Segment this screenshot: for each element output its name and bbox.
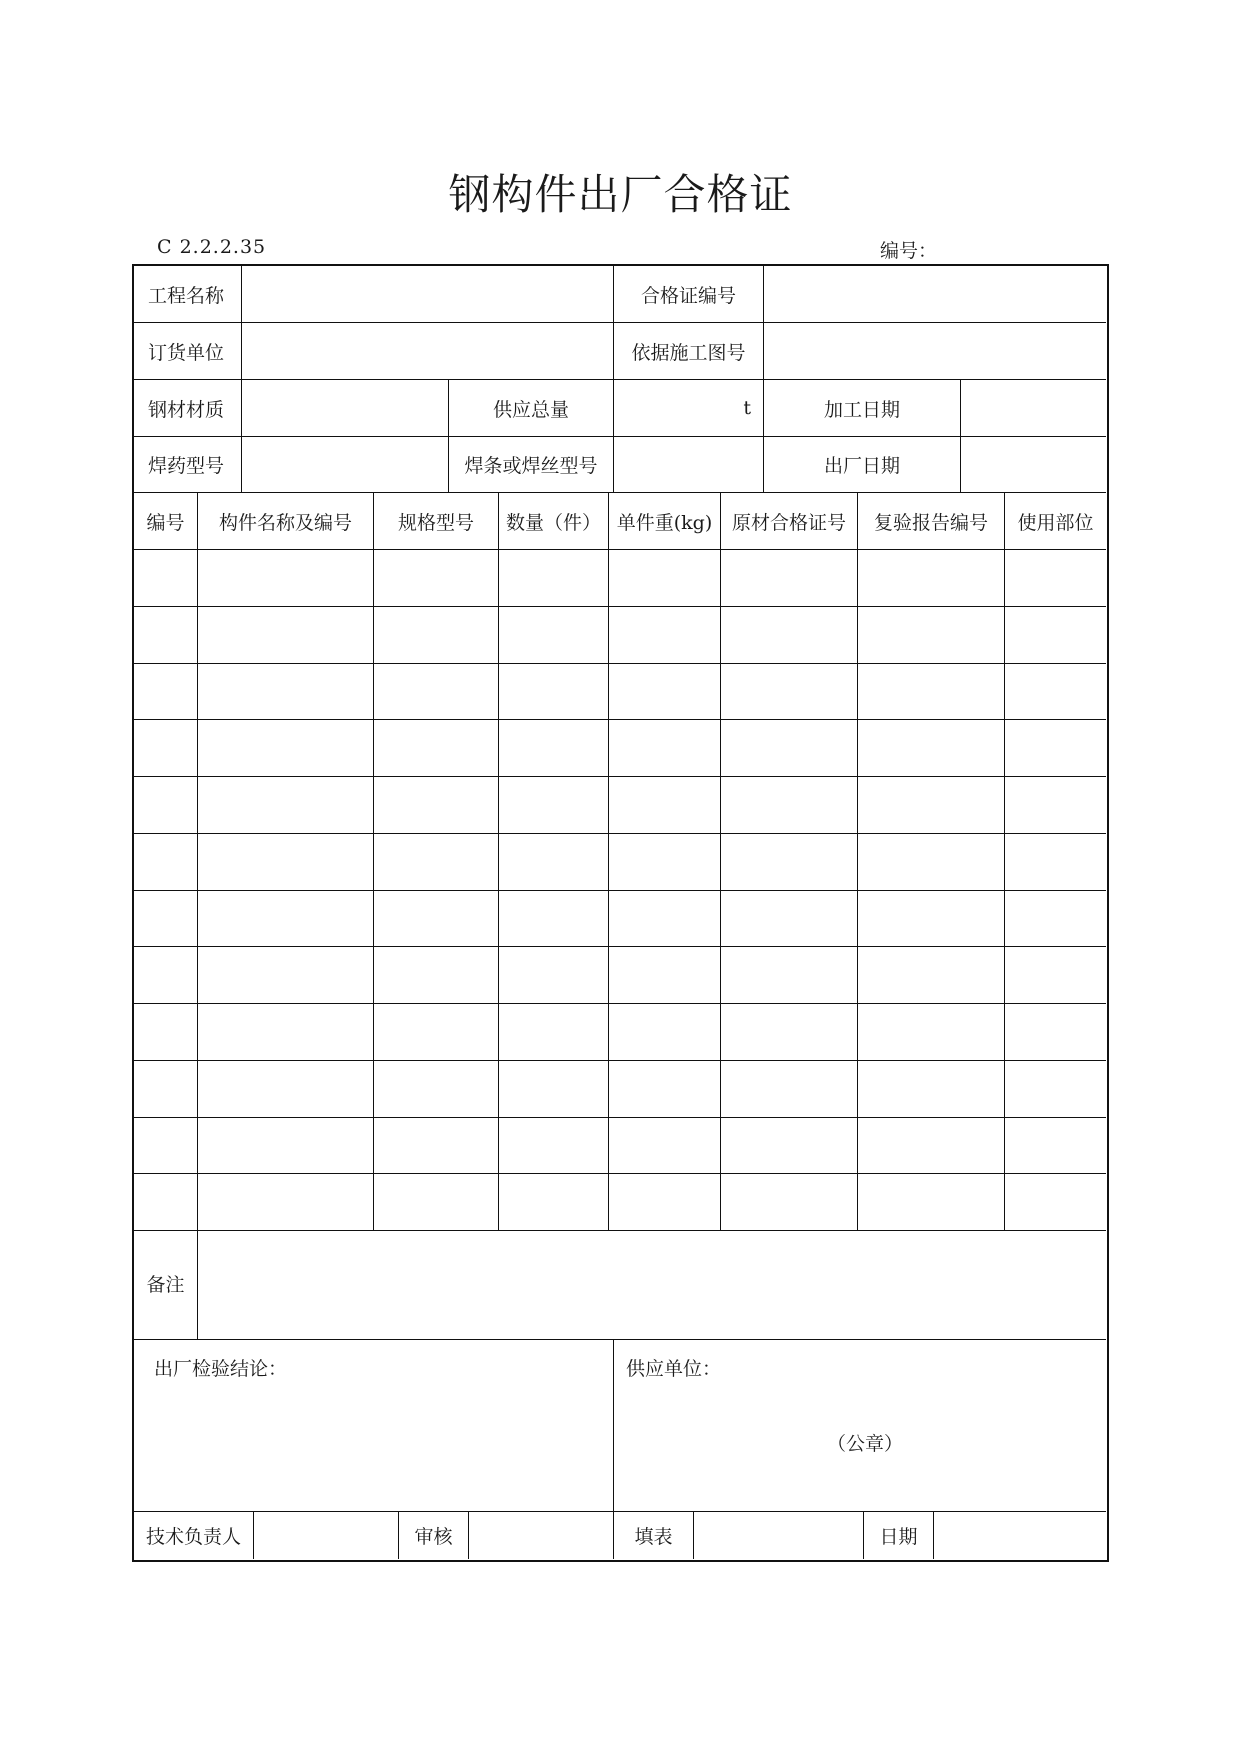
table-cell-unit-weight[interactable] [609,607,721,664]
header-material-cert-no: 原材合格证号 [721,493,858,550]
supplier-label: 供应单位： [626,1358,722,1380]
table-cell-spec-model[interactable] [374,1061,499,1118]
header-unit-weight: 单件重(kg) [609,493,721,550]
table-cell-no[interactable] [134,891,198,948]
table-cell-material-cert-no[interactable] [721,891,858,948]
table-cell-retest-report-no[interactable] [858,720,1005,777]
table-cell-no[interactable] [134,1004,198,1061]
table-cell-spec-model[interactable] [374,1118,499,1175]
header-no: 编号 [134,493,198,550]
project-name-field[interactable] [242,266,614,323]
table-cell-material-cert-no[interactable] [721,834,858,891]
table-cell-material-cert-no[interactable] [721,947,858,1004]
electrode-type-label: 焊条或焊丝型号 [449,437,614,493]
filled-by-label: 填表 [614,1512,694,1559]
table-cell-quantity[interactable] [499,891,609,948]
factory-date-label: 出厂日期 [764,437,961,493]
table-cell-component-name[interactable] [198,1061,374,1118]
table-cell-no[interactable] [134,720,198,777]
table-cell-component-name[interactable] [198,834,374,891]
table-cell-usage-location[interactable] [1005,720,1106,777]
flux-type-field[interactable] [242,437,449,493]
project-name-label: 工程名称 [134,266,242,323]
filled-by-field[interactable] [694,1512,864,1559]
table-cell-unit-weight[interactable] [609,550,721,607]
table-cell-spec-model[interactable] [374,891,499,948]
table-cell-spec-model[interactable] [374,777,499,834]
table-cell-quantity[interactable] [499,777,609,834]
table-cell-no[interactable] [134,607,198,664]
table-cell-material-cert-no[interactable] [721,1004,858,1061]
table-cell-material-cert-no[interactable] [721,1118,858,1175]
remarks-field[interactable] [198,1228,1106,1340]
table-cell-usage-location[interactable] [1005,1004,1106,1061]
header-usage-location: 使用部位 [1005,493,1106,550]
table-cell-usage-location[interactable] [1005,607,1106,664]
certificate-form [132,264,1109,1562]
table-cell-material-cert-no[interactable] [721,1061,858,1118]
table-cell-usage-location[interactable] [1005,1118,1106,1175]
table-cell-component-name[interactable] [198,1174,374,1231]
table-cell-usage-location[interactable] [1005,777,1106,834]
table-cell-unit-weight[interactable] [609,777,721,834]
process-date-label: 加工日期 [764,380,961,437]
table-cell-component-name[interactable] [198,891,374,948]
supply-unit: t [743,397,751,419]
table-cell-retest-report-no[interactable] [858,1004,1005,1061]
table-cell-component-name[interactable] [198,550,374,607]
table-cell-material-cert-no[interactable] [721,777,858,834]
table-cell-usage-location[interactable] [1005,550,1106,607]
table-cell-material-cert-no[interactable] [721,607,858,664]
drawing-no-field[interactable] [764,323,1106,380]
table-cell-usage-location[interactable] [1005,891,1106,948]
supply-total-label: 供应总量 [449,380,614,437]
table-cell-retest-report-no[interactable] [858,834,1005,891]
table-cell-no[interactable] [134,947,198,1004]
factory-date-field[interactable] [961,437,1106,493]
date-field[interactable] [934,1512,1106,1559]
table-cell-unit-weight[interactable] [609,834,721,891]
conclusion-label: 出厂检验结论： [154,1358,288,1380]
table-cell-retest-report-no[interactable] [858,1174,1005,1231]
table-cell-spec-model[interactable] [374,720,499,777]
certificate-no-label: 合格证编号 [614,266,764,323]
table-cell-usage-location[interactable] [1005,664,1106,721]
table-cell-unit-weight[interactable] [609,947,721,1004]
supplier-box[interactable] [614,1340,1106,1512]
electrode-type-field[interactable] [614,437,764,493]
table-cell-spec-model[interactable] [374,550,499,607]
table-cell-material-cert-no[interactable] [721,664,858,721]
table-cell-retest-report-no[interactable] [858,607,1005,664]
table-cell-quantity[interactable] [499,550,609,607]
table-cell-spec-model[interactable] [374,947,499,1004]
review-field[interactable] [469,1512,614,1559]
table-cell-spec-model[interactable] [374,664,499,721]
table-cell-quantity[interactable] [499,607,609,664]
table-cell-component-name[interactable] [198,720,374,777]
remarks-label: 备注 [134,1228,198,1340]
table-cell-spec-model[interactable] [374,1004,499,1061]
table-cell-spec-model[interactable] [374,1174,499,1231]
table-cell-quantity[interactable] [499,1004,609,1061]
page-title: 钢构件出厂合格证 [448,170,793,219]
date-label: 日期 [864,1512,934,1559]
table-cell-quantity[interactable] [499,1174,609,1231]
table-cell-spec-model[interactable] [374,607,499,664]
table-cell-unit-weight[interactable] [609,1118,721,1175]
table-cell-component-name[interactable] [198,777,374,834]
table-cell-no[interactable] [134,1061,198,1118]
steel-material-field[interactable] [242,380,449,437]
table-cell-retest-report-no[interactable] [858,777,1005,834]
table-cell-component-name[interactable] [198,1118,374,1175]
table-cell-usage-location[interactable] [1005,834,1106,891]
table-cell-retest-report-no[interactable] [858,1118,1005,1175]
table-cell-retest-report-no[interactable] [858,891,1005,948]
table-cell-no[interactable] [134,777,198,834]
table-cell-unit-weight[interactable] [609,891,721,948]
tech-lead-field[interactable] [254,1512,399,1559]
table-cell-quantity[interactable] [499,1061,609,1118]
supply-total-field[interactable] [614,380,764,437]
tech-lead-label: 技术负责人 [134,1512,254,1559]
table-cell-retest-report-no[interactable] [858,1061,1005,1118]
header-retest-report-no: 复验报告编号 [858,493,1005,550]
header-spec-model: 规格型号 [374,493,499,550]
table-cell-retest-report-no[interactable] [858,550,1005,607]
table-cell-no[interactable] [134,834,198,891]
flux-type-label: 焊药型号 [134,437,242,493]
table-cell-no[interactable] [134,1174,198,1231]
table-cell-quantity[interactable] [499,834,609,891]
table-cell-component-name[interactable] [198,947,374,1004]
table-cell-unit-weight[interactable] [609,720,721,777]
inspection-conclusion[interactable] [134,1340,614,1512]
table-cell-component-name[interactable] [198,1004,374,1061]
table-cell-usage-location[interactable] [1005,947,1106,1004]
table-cell-material-cert-no[interactable] [721,1174,858,1231]
table-cell-unit-weight[interactable] [609,1004,721,1061]
table-cell-usage-location[interactable] [1005,1174,1106,1231]
order-unit-field[interactable] [242,323,614,380]
table-cell-usage-location[interactable] [1005,1061,1106,1118]
table-cell-quantity[interactable] [499,947,609,1004]
header-quantity: 数量（件） [499,493,609,550]
table-cell-no[interactable] [134,550,198,607]
form-code: C 2.2.2.35 [157,236,267,258]
table-cell-material-cert-no[interactable] [721,720,858,777]
table-cell-spec-model[interactable] [374,834,499,891]
process-date-field[interactable] [961,380,1106,437]
table-cell-retest-report-no[interactable] [858,947,1005,1004]
table-cell-no[interactable] [134,664,198,721]
table-cell-material-cert-no[interactable] [721,550,858,607]
table-cell-quantity[interactable] [499,1118,609,1175]
order-unit-label: 订货单位 [134,323,242,380]
number-label: 编号： [880,240,938,262]
drawing-no-label: 依据施工图号 [614,323,764,380]
table-cell-component-name[interactable] [198,664,374,721]
table-cell-no[interactable] [134,1118,198,1175]
table-cell-unit-weight[interactable] [609,1061,721,1118]
steel-material-label: 钢材材质 [134,380,242,437]
official-seal-label: （公章） [827,1433,904,1455]
table-cell-quantity[interactable] [499,664,609,721]
table-cell-quantity[interactable] [499,720,609,777]
table-cell-unit-weight[interactable] [609,1174,721,1231]
table-cell-component-name[interactable] [198,607,374,664]
header-component-name: 构件名称及编号 [198,493,374,550]
certificate-no-field[interactable] [764,266,1106,323]
table-cell-unit-weight[interactable] [609,664,721,721]
review-label: 审核 [399,1512,469,1559]
table-cell-retest-report-no[interactable] [858,664,1005,721]
